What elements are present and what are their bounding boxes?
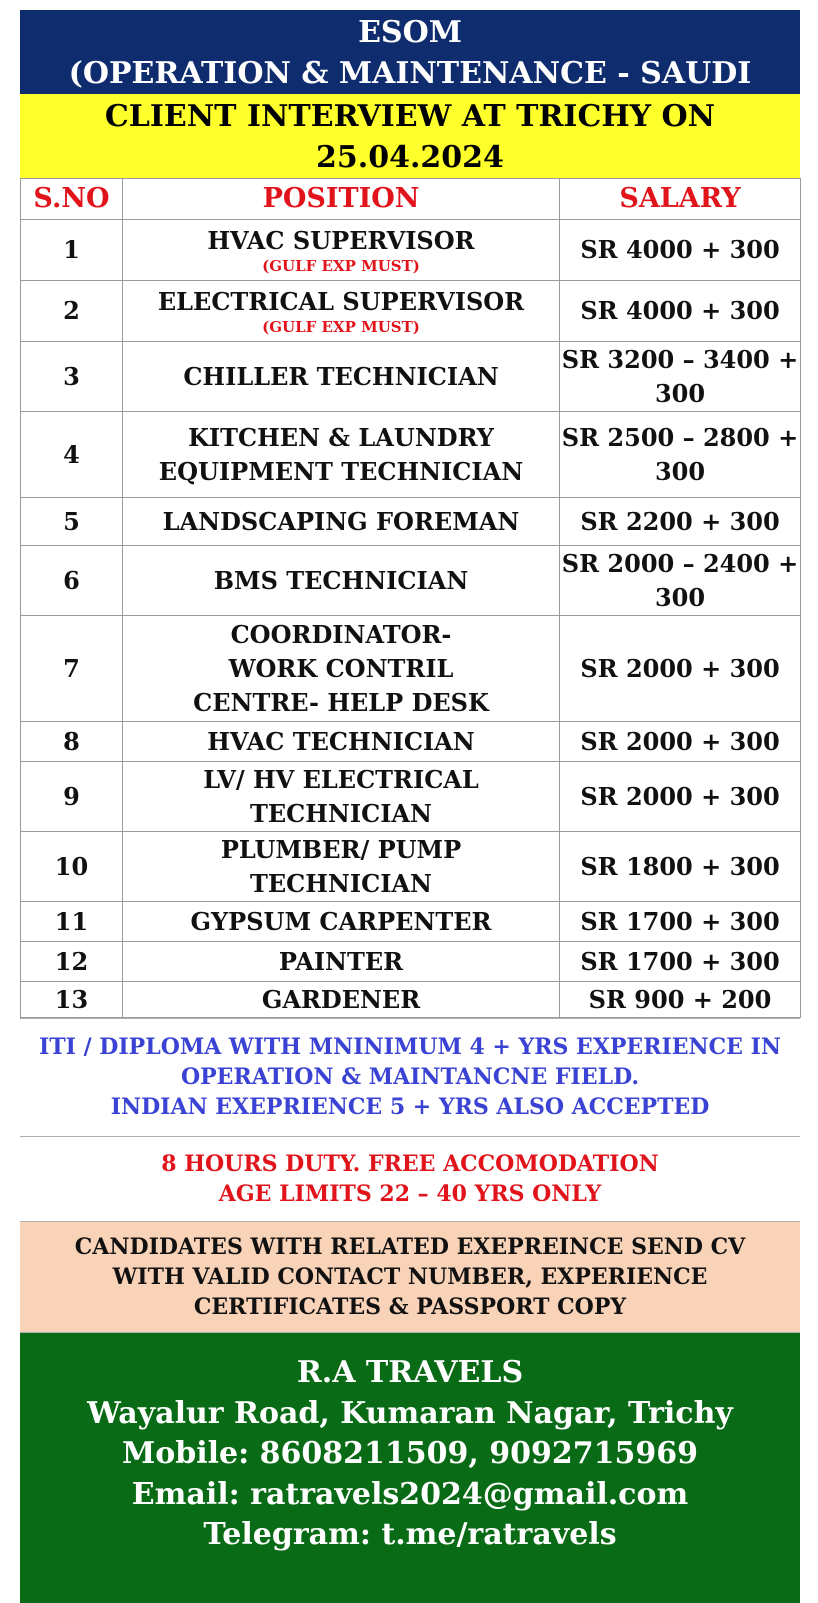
- row-position: LANDSCAPING FOREMAN: [123, 498, 560, 546]
- row-salary: SR 2000 – 2400 + 300: [560, 546, 801, 616]
- requirements-line: ITI / DIPLOMA WITH MNINIMUM 4 + YRS EXPERIENCE IN: [39, 1034, 781, 1060]
- row-sno: 11: [21, 902, 123, 942]
- row-position: GARDENER: [123, 982, 560, 1018]
- column-header-sno: S.NO: [21, 179, 123, 220]
- interview-banner: [20, 94, 800, 178]
- company-division: (OPERATION & MAINTENANCE - SAUDI: [68, 56, 752, 91]
- table-row: [21, 722, 801, 762]
- row-salary: SR 1700 + 300: [560, 942, 801, 982]
- job-poster: [20, 10, 800, 1603]
- row-position: HVAC TECHNICIAN: [123, 722, 560, 762]
- agency-mobile: Mobile: 8608211509, 9092715969: [122, 1436, 698, 1471]
- table-row: [21, 832, 801, 902]
- company-name: ESOM: [358, 15, 462, 50]
- contact-footer: [20, 1333, 800, 1603]
- row-salary: SR 2500 – 2800 + 300: [560, 412, 801, 498]
- table-row: [21, 342, 801, 412]
- table-row: [21, 616, 801, 722]
- row-sno: 3: [21, 342, 123, 412]
- row-sno: 7: [21, 616, 123, 722]
- agency-telegram: Telegram: t.me/ratravels: [203, 1517, 617, 1552]
- row-salary: SR 1800 + 300: [560, 832, 801, 902]
- row-salary: SR 2000 + 300: [560, 762, 801, 832]
- table-row: [21, 982, 801, 1018]
- table-row: [21, 762, 801, 832]
- company-header: [20, 10, 800, 94]
- row-salary: SR 900 + 200: [560, 982, 801, 1018]
- row-sno: 9: [21, 762, 123, 832]
- row-sno: 8: [21, 722, 123, 762]
- agency-name: R.A TRAVELS: [296, 1355, 524, 1390]
- row-position: PLUMBER/ PUMP TECHNICIAN: [123, 832, 560, 902]
- row-position: LV/ HV ELECTRICAL TECHNICIAN: [123, 762, 560, 832]
- position-title: ELECTRICAL SUPERVISOR: [157, 287, 525, 316]
- requirements-section: [20, 1018, 800, 1137]
- table-header-row: [21, 179, 801, 220]
- position-note: (GULF EXP MUST): [262, 257, 420, 275]
- table-row: [21, 220, 801, 281]
- row-salary: SR 4000 + 300: [560, 220, 801, 281]
- requirements-line: OPERATION & MAINTANCNE FIELD.: [180, 1064, 640, 1090]
- row-salary: SR 4000 + 300: [560, 281, 801, 342]
- row-sno: 4: [21, 412, 123, 498]
- position-title: HVAC SUPERVISOR: [207, 226, 475, 255]
- conditions-line: AGE LIMITS 22 – 40 YRS ONLY: [218, 1181, 602, 1207]
- row-position: COORDINATOR- WORK CONTRIL CENTRE- HELP DESK: [123, 616, 560, 722]
- row-sno: 2: [21, 281, 123, 342]
- row-salary: SR 2200 + 300: [560, 498, 801, 546]
- row-position: [123, 281, 560, 342]
- conditions-section: [20, 1137, 800, 1221]
- table-row: [21, 902, 801, 942]
- conditions-line: 8 HOURS DUTY. FREE ACCOMODATION: [161, 1151, 659, 1177]
- row-position: PAINTER: [123, 942, 560, 982]
- position-note: (GULF EXP MUST): [262, 318, 420, 336]
- column-header-salary: SALARY: [560, 179, 801, 220]
- row-position: CHILLER TECHNICIAN: [123, 342, 560, 412]
- row-sno: 1: [21, 220, 123, 281]
- instructions-line: WITH VALID CONTACT NUMBER, EXPERIENCE: [112, 1264, 708, 1290]
- column-header-position: POSITION: [123, 179, 560, 220]
- table-row: [21, 412, 801, 498]
- instructions-line: CERTIFICATES & PASSPORT COPY: [193, 1294, 627, 1320]
- row-position: KITCHEN & LAUNDRY EQUIPMENT TECHNICIAN: [123, 412, 560, 498]
- row-sno: 6: [21, 546, 123, 616]
- positions-table: [20, 178, 801, 1018]
- table-row: [21, 546, 801, 616]
- row-sno: 13: [21, 982, 123, 1018]
- row-salary: SR 2000 + 300: [560, 616, 801, 722]
- row-position: BMS TECHNICIAN: [123, 546, 560, 616]
- table-row: [21, 498, 801, 546]
- row-salary: SR 1700 + 300: [560, 902, 801, 942]
- row-salary: SR 3200 – 3400 + 300: [560, 342, 801, 412]
- row-position: GYPSUM CARPENTER: [123, 902, 560, 942]
- row-position: [123, 220, 560, 281]
- row-sno: 10: [21, 832, 123, 902]
- interview-date: 25.04.2024: [316, 140, 504, 175]
- interview-title: CLIENT INTERVIEW AT TRICHY ON: [104, 99, 716, 134]
- row-sno: 12: [21, 942, 123, 982]
- agency-email: Email: ratravels2024@gmail.com: [131, 1476, 689, 1512]
- instructions-line: CANDIDATES WITH RELATED EXEPREINCE SEND CV: [74, 1234, 746, 1260]
- instructions-section: [20, 1221, 800, 1333]
- requirements-line: INDIAN EXEPRIENCE 5 + YRS ALSO ACCEPTED: [110, 1094, 710, 1120]
- row-sno: 5: [21, 498, 123, 546]
- table-row: [21, 942, 801, 982]
- agency-address: Wayalur Road, Kumaran Nagar, Trichy: [87, 1395, 733, 1431]
- table-row: [21, 281, 801, 342]
- row-salary: SR 2000 + 300: [560, 722, 801, 762]
